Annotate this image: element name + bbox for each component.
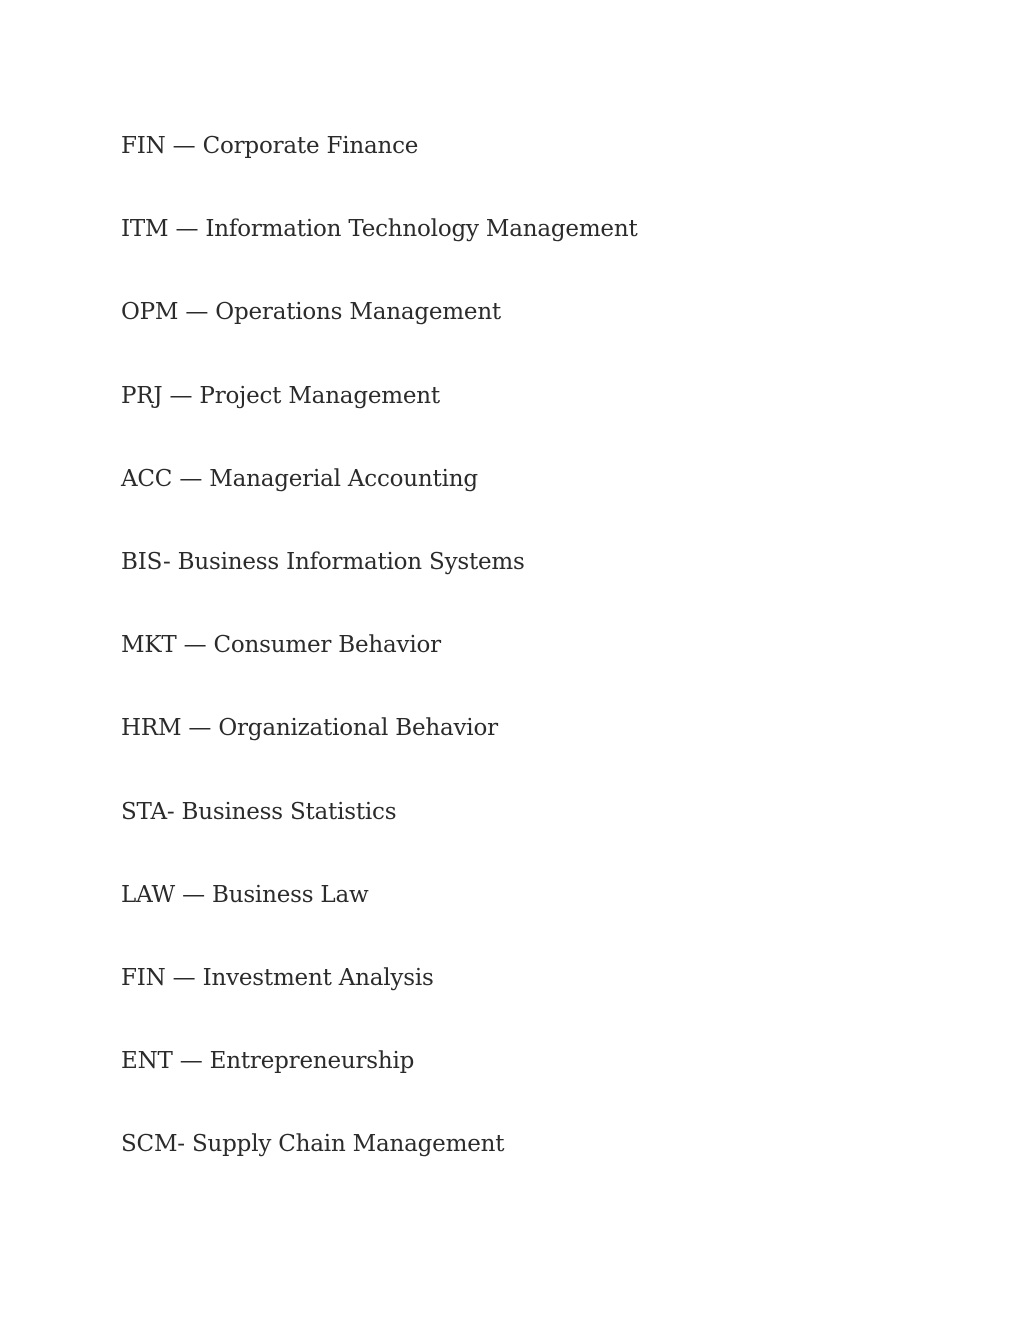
course-item: OPM — Operations Management <box>121 299 501 326</box>
course-item: HRM — Organizational Behavior <box>121 715 498 742</box>
course-item: LAW — Business Law <box>121 881 369 908</box>
course-item: PRJ — Project Management <box>121 382 440 409</box>
course-item: ACC — Managerial Accounting <box>121 465 478 492</box>
course-item: BIS- Business Information Systems <box>121 548 525 575</box>
course-item: STA- Business Statistics <box>121 798 397 825</box>
course-list <box>121 128 638 1209</box>
course-item: MKT — Consumer Behavior <box>121 632 441 659</box>
course-item: FIN — Corporate Finance <box>121 133 419 159</box>
course-item: FIN — Investment Analysis <box>121 964 434 991</box>
course-item: SCM- Supply Chain Management <box>121 1131 505 1158</box>
course-item: ENT — Entrepreneurship <box>121 1048 415 1075</box>
course-item: ITM — Information Technology Management <box>121 216 638 243</box>
